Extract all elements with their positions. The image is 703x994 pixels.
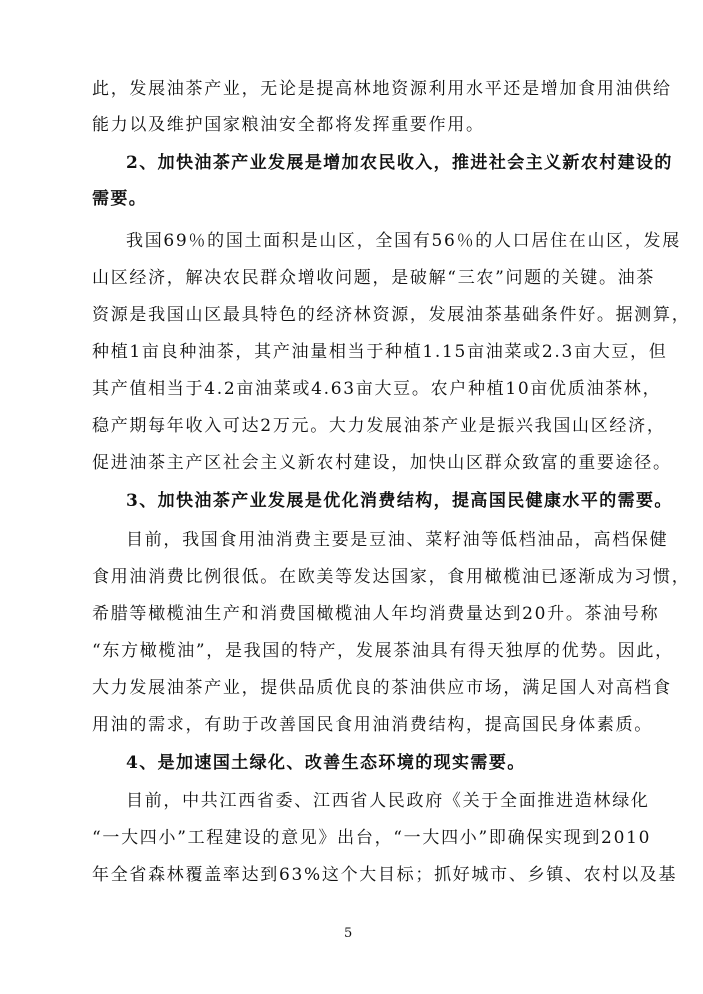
paragraph-line-17: “一大四小”工程建设的意见》出台，“一大四小”即确保实现到2010: [92, 828, 652, 848]
paragraph-line-9: 促进油茶主产区社会主义新农村建设，加快山区群众致富的重要途径。: [92, 453, 672, 473]
section-heading-2-line-2: 需要。: [92, 189, 148, 209]
paragraph-line-13: “东方橄榄油”，是我国的特产，发展茶油具有得天独厚的优势。因此，: [92, 641, 674, 661]
paragraph-line-14: 大力发展油茶产业，提供品质优良的茶油供应市场，满足国人对高档食: [92, 678, 672, 698]
paragraph-line-2: 能力以及维护国家粮油安全都将发挥重要作用。: [92, 115, 485, 135]
paragraph-line-15: 用油的需求，有助于改善国民食用油消费结构，提高国民身体素质。: [92, 715, 653, 735]
paragraph-line-6: 种植1亩良种油茶，其产油量相当于种植1.15亩油菜或2.3亩大豆，但: [92, 342, 668, 362]
paragraph-line-16: 目前，中共江西省委、江西省人民政府《关于全面推进造林绿化: [126, 791, 650, 811]
paragraph-line-4: 山区经济，解决农民群众增收问题，是破解“三农”问题的关键。油茶: [92, 268, 656, 288]
paragraph-line-18: 年全省森林覆盖率达到63%这个大目标；抓好城市、乡镇、农村以及基: [92, 865, 678, 885]
paragraph-line-5: 资源是我国山区最具特色的经济林资源，发展油茶基础条件好。据测算，: [92, 305, 691, 325]
paragraph-line-7: 其产值相当于4.2亩油菜或4.63亩大豆。农户种植10亩优质油茶林，: [92, 379, 662, 399]
paragraph-line-8: 稳产期每年收入可达2万元。大力发展油茶产业是振兴我国山区经济，: [92, 416, 666, 436]
paragraph-line-12: 希腊等橄榄油生产和消费国橄榄油人年均消费量达到20升。茶油号称: [92, 604, 660, 624]
section-heading-2-line-1: 2、加快油茶产业发展是增加农民收入，推进社会主义新农村建设的: [126, 153, 673, 173]
paragraph-line-3: 我国69％的国土面积是山区，全国有56％的人口居住在山区，发展: [126, 231, 681, 251]
page-number: 5: [344, 926, 353, 941]
section-heading-4: 4、是加速国土绿化、改善生态环境的现实需要。: [126, 753, 526, 773]
paragraph-line-10: 目前，我国食用油消费主要是豆油、菜籽油等低档油品，高档保健: [126, 530, 669, 550]
paragraph-line-11: 食用油消费比例很低。在欧美等发达国家，食用橄榄油已逐渐成为习惯，: [92, 567, 691, 587]
paragraph-line-1: 此，发展油茶产业，无论是提高林地资源利用水平还是增加食用油供给: [92, 79, 672, 99]
section-heading-3: 3、加快油茶产业发展是优化消费结构，提高国民健康水平的需要。: [126, 491, 673, 511]
